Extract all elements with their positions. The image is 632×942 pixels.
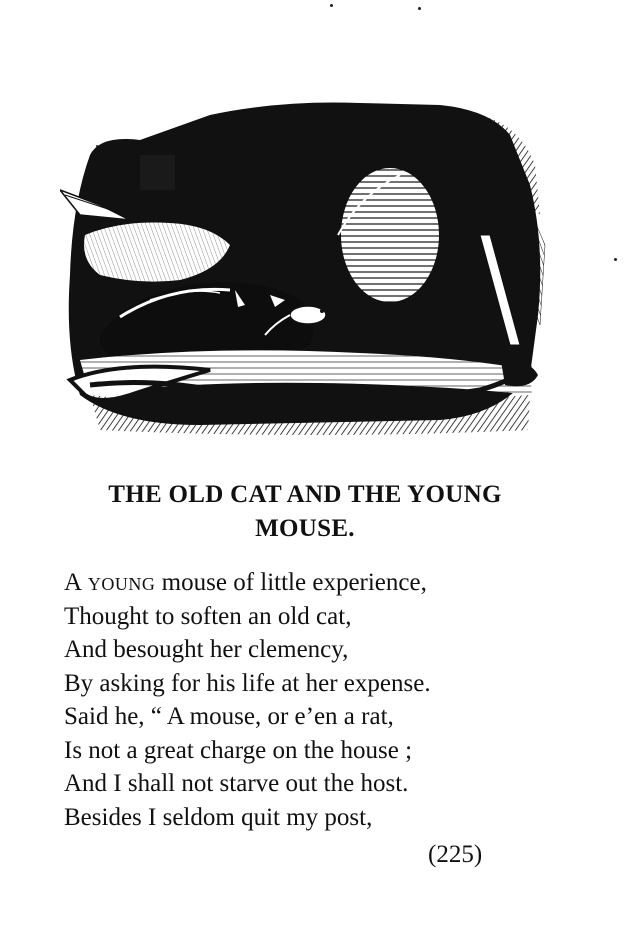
poem-line-7: And I shall not starve out the host.	[64, 770, 409, 797]
poem-title	[60, 478, 550, 546]
engraving-cat-and-mouse	[60, 95, 550, 440]
poem-line-3: And besought her clemency,	[64, 636, 349, 663]
poem-line-8: Besides I seldom quit my post,	[64, 803, 373, 831]
poem-line-2: Thought to soften an old cat,	[64, 602, 352, 630]
print-speck	[418, 7, 421, 10]
poem-line-4: By asking for his life at her expense.	[64, 669, 431, 697]
title-line-2: MOUSE.	[255, 515, 355, 542]
title-line-1: THE OLD CAT AND THE YOUNG	[108, 481, 502, 508]
print-speck	[614, 258, 617, 261]
poem-line-1-rest: mouse of little experience,	[155, 569, 427, 596]
poem-body	[64, 566, 544, 834]
print-speck	[330, 4, 333, 7]
poem-line-1	[64, 566, 544, 600]
page-number: (225)	[428, 841, 483, 868]
poem-line-6: Is not a great charge on the house ;	[64, 736, 413, 764]
poem-opening-word: A young	[64, 569, 156, 596]
poem-line-5: Said he, “ A mouse, or e’en a rat,	[64, 703, 394, 730]
